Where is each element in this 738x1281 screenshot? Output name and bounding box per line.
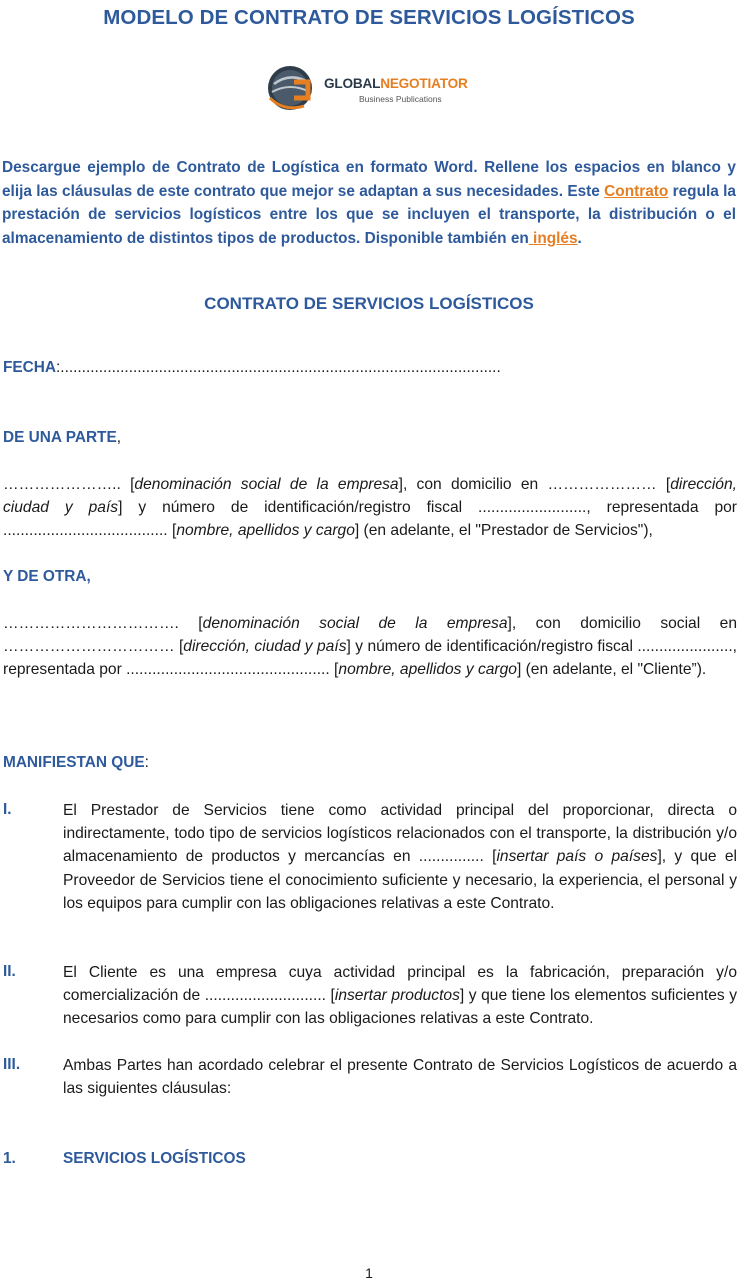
manifiestan-heading: MANIFIESTAN QUE:: [3, 754, 149, 771]
section-heading-servicios: 1. SERVICIOS LOGÍSTICOS: [3, 1150, 246, 1167]
de-una-parte-heading: DE UNA PARTE,: [3, 429, 122, 446]
parte-uno-paragraph: ………………….. [denominación social de la empresa], con domicilio en ………………… [dirección, ciudad y país] y número de identificación/registro fiscal ........................., representada por ...................................... [nombre, apellidos y cargo] (en adelante, el "Prestador de Servicios"),: [3, 476, 737, 539]
contrato-link[interactable]: Contrato: [604, 182, 669, 200]
y-de-otra-heading: Y DE OTRA,: [3, 568, 91, 585]
list-item: El Prestador de Servicios tiene como actividad principal del proporcionar, directa o indirectamente, todo tipo de servicios logísticos relacionados con el transporte, la distribución y/o almacenamiento de productos y mercancías en ............... [insertar país o países], y que el Proveedor de Servicios tiene el conocimiento suficiente y necesario, la experiencia, el personal y los equipos para cumplir con las obligaciones relativas a este Contrato.: [63, 802, 737, 912]
item-number: I.: [3, 801, 12, 818]
fecha-field: FECHA:.......................................................................................................: [3, 359, 501, 376]
ingles-link[interactable]: inglés: [528, 229, 578, 247]
list-item: Ambas Partes han acordado celebrar el presente Contrato de Servicios Logísticos de acuerdo a las siguientes cláusulas:: [63, 1057, 737, 1098]
logo-brand: GLOBALNEGOTIATOR: [324, 76, 468, 91]
intro-paragraph: Descargue ejemplo de Contrato de Logística en formato Word. Rellene los espacios en blanco y elija las cláusulas de este contrato que mejor se adaptan a sus necesidades. Este Contrato regula la prestación de servicios logísticos entre los que se incluyen el transporte, la distribución o el almacenamiento de distintos tipos de productos. Disponible también en inglés.: [2, 159, 736, 247]
globe-logo-icon: [264, 62, 316, 114]
item-number: III.: [3, 1056, 21, 1073]
logo-tagline: Business Publications: [359, 94, 442, 104]
list-item: El Cliente es una empresa cuya actividad principal es la fabricación, preparación y/o comercialización de ............................ [insertar productos] y que tiene los elementos suficientes y necesarios como para cumplir con las obligaciones relativas a este Contrato.: [63, 964, 738, 1028]
globalnegotiator-logo: [264, 62, 476, 114]
parte-otra-paragraph: ……………………………. [denominación social de la empresa], con domicilio social en …………………………… [dirección, ciudad y país] y número de identificación/registro fiscal ......................, representada por ............................................... [nombre, apellidos y cargo] (en adelante, el "Cliente”).: [3, 615, 737, 678]
document-title: MODELO DE CONTRATO DE SERVICIOS LOGÍSTICOS: [103, 6, 635, 29]
contract-subtitle: CONTRATO DE SERVICIOS LOGÍSTICOS: [204, 294, 534, 313]
page-number: 1: [365, 1265, 373, 1281]
logo-text: [324, 76, 468, 104]
item-number: II.: [3, 963, 16, 980]
